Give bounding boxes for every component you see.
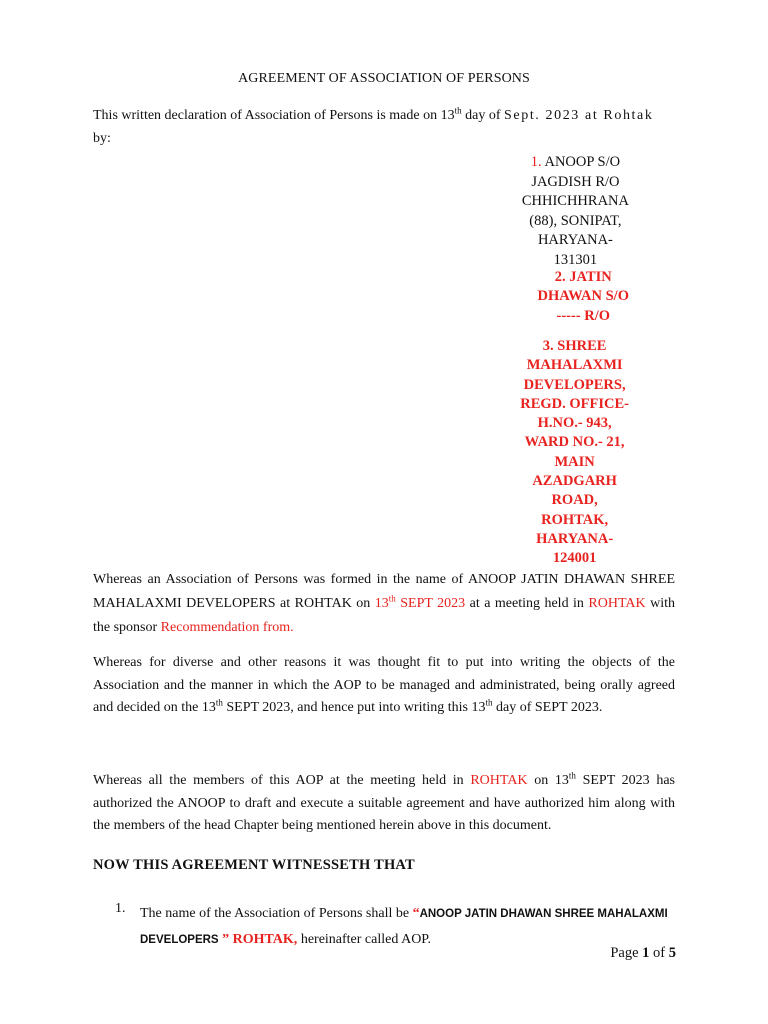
page-label: Page [610, 945, 639, 961]
party-3-line: HARYANA- [536, 530, 614, 547]
para-objects-sup: th [485, 697, 493, 708]
page-number [610, 945, 676, 962]
intro-sup: th [454, 105, 462, 116]
party-3-line: AZADGARH [532, 473, 617, 490]
party-1-line: (88), SONIPAT, [529, 212, 622, 229]
party-1-line: CHHICHHRANA [521, 193, 629, 209]
party-1-line: JAGDISH R/O [531, 173, 620, 190]
list-item-place: ROHTAK, [232, 932, 298, 947]
para-formation-date: SEPT 2023 [395, 596, 466, 611]
party-1-line: HARYANA- [537, 232, 613, 248]
para-formation-place: ROHTAK [588, 596, 646, 611]
party-3-address [520, 337, 629, 569]
party-3-line: 124001 [552, 550, 597, 567]
party-3-line: ROAD, [551, 492, 598, 509]
page-of: of [653, 945, 666, 961]
list-item [140, 901, 675, 953]
para-formation-text-c: with the sponsor [93, 596, 675, 635]
intro-text-a: This written declaration of Association of Persons is made on 13 [93, 108, 455, 123]
para-formation-text: Whereas an Association of Persons was formed in the name of ANOOP JATIN DHAWAN SHREE MAHALAXMI DEVELOPERS at ROHTAK on [93, 572, 675, 611]
intro-text-c: by: [93, 130, 111, 146]
intro-paragraph [93, 105, 675, 150]
party-3-line: MAIN [554, 453, 595, 470]
para-formation-recommendation: Recommendation from. [160, 620, 294, 635]
para-authorization-place: ROHTAK [470, 773, 528, 788]
document-title: AGREEMENT OF ASSOCIATION OF PERSONS [238, 71, 530, 86]
party-3-line: DEVELOPERS, [523, 376, 626, 393]
list-item-number: 1. [115, 901, 126, 916]
party-3-line: ROHTAK, [541, 511, 609, 528]
para-authorization [93, 770, 675, 838]
para-authorization-text-c: SEPT 2023 has authorized the ANOOP to draft and execute a suitable agreement and have authorized him along with the members of the head Chapter being mentioned herein above in this document. [93, 773, 676, 833]
party-3-line: H.NO.- 943, [537, 415, 612, 432]
party-3-line: MAHALAXMI [526, 357, 623, 374]
para-formation-text-b: at a meeting held in [465, 596, 589, 611]
intro-date-place: Sept. 2023 at Rohtak [504, 108, 654, 123]
party-2-line: DHAWAN S/O [537, 288, 629, 305]
party-2-address [538, 268, 629, 326]
para-objects [93, 652, 675, 720]
para-authorization-text: Whereas all the members of this AOP at the meeting held in [93, 773, 471, 788]
current-page: 1 [642, 945, 650, 961]
list-item-aop-name: ANOOP JATIN DHAWAN SHREE MAHALAXMI DEVELOPERS [140, 908, 668, 946]
party-2-line: 2. JATIN [554, 269, 612, 285]
party-1-address [522, 153, 629, 270]
list-item-text: The name of the Association of Persons shall be [140, 906, 413, 921]
party-3-line: 3. SHREE [542, 338, 607, 354]
section-heading: NOW THIS AGREEMENT WITNESSETH THAT [93, 857, 415, 873]
para-objects-sup: th [215, 697, 223, 708]
list-item-quote-close: ” [218, 932, 233, 947]
party-1-number: 1. [530, 154, 542, 170]
party-3-line: WARD NO.- 21, [524, 434, 625, 451]
para-authorization-text-b: on 13 [527, 773, 569, 788]
party-2-line: ----- R/O [556, 307, 611, 324]
list-item-text-b: hereinafter called AOP. [297, 932, 432, 947]
para-formation-day: 13 [374, 596, 389, 611]
party-1-line: 131301 [553, 251, 598, 268]
party-3-line: REGD. OFFICE- [520, 395, 629, 412]
para-objects-text-c: day of SEPT 2023. [492, 700, 603, 715]
total-pages: 5 [668, 945, 676, 961]
para-authorization-sup: th [568, 770, 576, 781]
para-formation-sup: th [388, 593, 396, 604]
para-objects-text-b: SEPT 2023, and hence put into writing this 13 [222, 700, 486, 715]
para-formation [93, 568, 675, 640]
list-item-quote-open: “ [412, 906, 420, 921]
para-objects-text: Whereas for diverse and other reasons it was thought fit to put into writing the objects of the Association and the manner in which the AOP to be managed and administrated, being orally agreed and decided on the 13 [93, 655, 675, 715]
intro-text-b: day of [461, 108, 505, 123]
party-1-line: ANOOP S/O [544, 154, 621, 170]
